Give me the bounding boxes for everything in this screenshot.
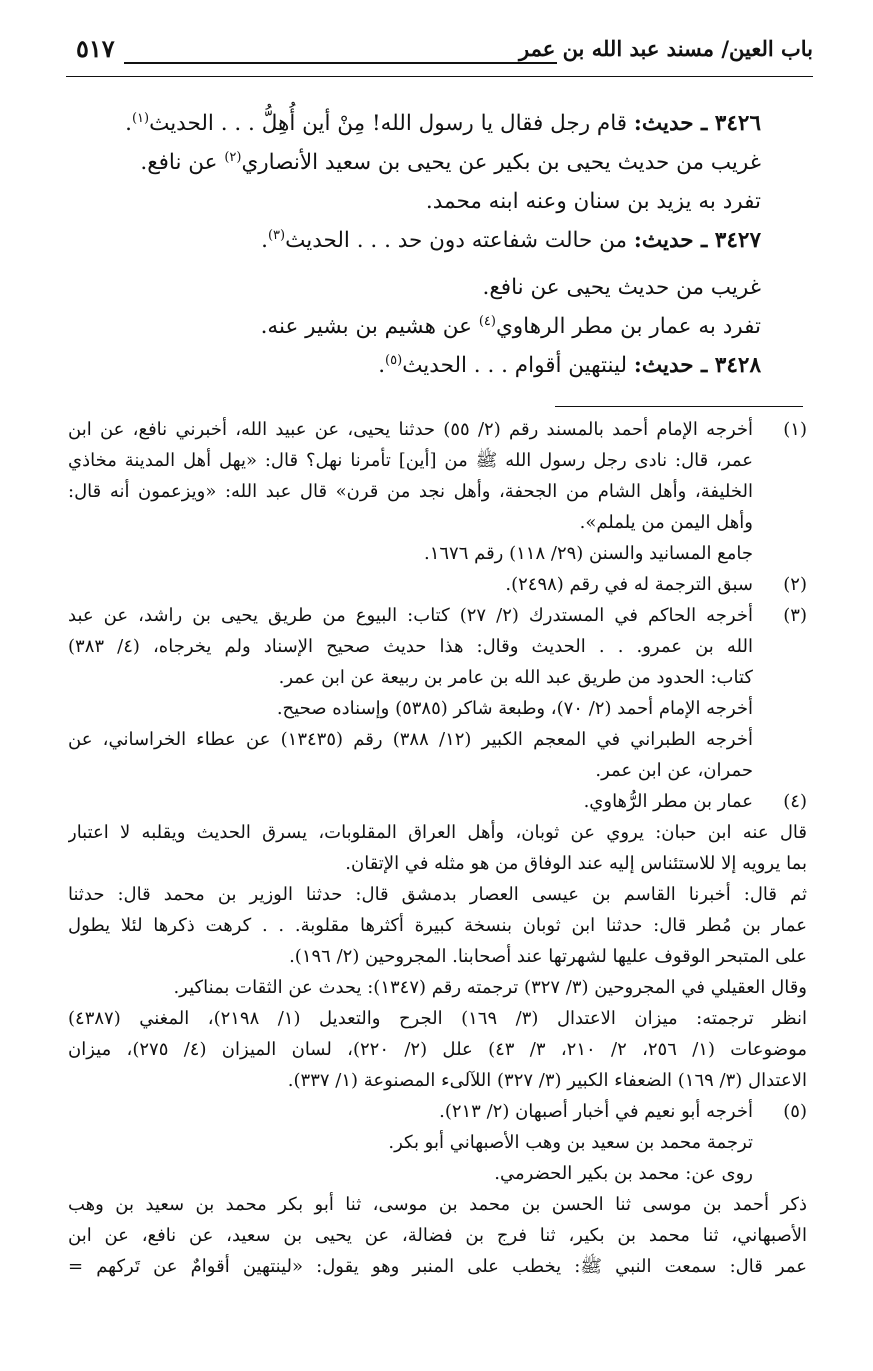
hadith-number: ٣٤٢٧ ـ حديث: (633, 228, 761, 253)
footnote-line: حمران، عن ابن عمر. (595, 760, 753, 781)
footnote-number: (٣) (783, 605, 807, 626)
footnote-line: الاعتدال (٣/ ١٦٩) الضعفاء الكبير (٣/ ٣٢٧) اللآلىء المصنوعة (١/ ٣٣٧). (287, 1070, 807, 1091)
footnote (68, 414, 807, 569)
main-text: غريب من حديث يحيى بن بكير عن يحيى بن سعيد الأنصاري (241, 150, 761, 175)
footnote-separator (555, 406, 803, 407)
footnote-line: الخليفة، وأهل الشام من الجحفة، وأهل نجد من قرن» قال عبد الله: «ويزعمون أنه قال: (68, 481, 753, 502)
footnote-line: سبق الترجمة له في رقم (٢٤٩٨). (505, 574, 753, 595)
main-line (78, 143, 761, 182)
footnote-line: عمار بن مطر الرُّهاوي. (583, 791, 753, 812)
footnote-line: جامع المسانيد والسنن (٢٩/ ١١٨) رقم ١٦٧٦. (423, 543, 753, 564)
footnote-line: وقال العقيلي في المجروحين (٣/ ٣٢٧) ترجمته رقم (١٣٤٧): يحدث عن الثقات بمناكير. (173, 977, 807, 998)
footnote-line: موضوعات (١/ ٢٥٦، ٢/ ٢١٠، ٣/ ٤٣) علل (٢/ ٢٢٠)، لسان الميزان (٤/ ٢٧٥)، ميزان (68, 1039, 807, 1060)
footnote-line: كتاب: الحدود من طريق عبد الله بن عامر بن ربيعة عن ابن عمر. (278, 667, 753, 688)
footnote-line: قال عنه ابن حبان: يروي عن ثوبان، وأهل العراق المقلوبات، يسرق الحديث ويقلبه لا اعتبار (68, 822, 807, 843)
main-text: من حالت شفاعته دون حد . . . الحديث (285, 228, 634, 253)
footnote (68, 569, 807, 600)
footnote-line: الأصبهاني، ثنا محمد بن بكير، ثنا فرج بن فضالة، عن يحيى بن سعيد، عن نافع، عن ابن (68, 1225, 807, 1246)
main-text: غريب من حديث يحيى عن نافع. (482, 275, 761, 300)
footnote-line: عمار بن مُطر قال: حدثنا ابن ثوبان بنسخة كبيرة أكثرها مقلوبة. . . كرهت ذكرها لئلا يطول (68, 915, 807, 936)
footnotes (68, 414, 807, 1282)
main-text-tail: . (261, 228, 268, 253)
footnote-line: الله بن عمرو. . . الحديث وقال: هذا حديث صحيح الإسناد ولم يخرجاه، (٤/ ٣٨٣) (68, 636, 753, 657)
main-line (78, 104, 761, 143)
main-text: قام رجل فقال يا رسول الله! مِنْ أين أُهِلُّ . . . الحديث (149, 111, 634, 136)
paragraph-gap (78, 260, 761, 268)
header-rule (124, 62, 557, 64)
footnote-ref: (٥) (385, 352, 403, 368)
main-line (78, 182, 761, 221)
main-text (78, 104, 761, 385)
hadith-number: ٣٤٢٦ ـ حديث: (633, 111, 761, 136)
footnote (68, 600, 807, 786)
footnote-ref: (١) (131, 110, 150, 126)
footnote-line: بما يرويه إلا للاستئناس إليه عند الوفاق من هو مثله في الإتقان. (345, 853, 807, 874)
footnote (68, 1096, 807, 1282)
main-text-tail: عن هشيم بن بشير عنه. (260, 314, 479, 339)
footnote-line: انظر ترجمته: ميزان الاعتدال (٣/ ١٦٩) الجرح والتعديل (١/ ٢١٩٨)، المغني (٤٣٨٧) (68, 1008, 807, 1029)
footnote-line: وأهل اليمن من يلملم». (579, 512, 753, 533)
footnote-line: أخرجه أبو نعيم في أخبار أصبهان (٢/ ٢١٣). (439, 1101, 753, 1122)
footnote-number: (٢) (783, 574, 807, 595)
footnote-line: عمر، قال: نادى رجل رسول الله ﷺ من [أين] تأمرنا نهل؟ قال: «يهل أهل المدينة مخاذي (68, 450, 753, 471)
running-header (68, 34, 813, 74)
hadith-number: ٣٤٢٨ ـ حديث: (633, 353, 761, 378)
footnote-line: روى عن: محمد بن بكير الحضرمي. (494, 1163, 753, 1184)
main-text-tail: . (125, 111, 132, 136)
page-number: ٥١٧ (76, 34, 115, 63)
main-text-tail: عن نافع. (140, 150, 225, 175)
footnote-line: ثم قال: أخبرنا القاسم بن عيسى العصار بدمشق قال: حدثنا الوزير بن محمد قال: حدثنا (68, 884, 807, 905)
main-line (78, 268, 761, 307)
footnote-ref: (٢) (224, 149, 242, 165)
main-text-tail: . (378, 353, 386, 378)
footnote-line: ذكر أحمد بن موسى ثنا الحسن بن محمد بن موسى، ثنا أبو بكر محمد بن سعيد بن وهب (68, 1194, 807, 1215)
main-text: تفرد به يزيد بن سنان وعنه ابنه محمد. (425, 189, 761, 214)
main-line (78, 346, 761, 385)
main-line (78, 221, 761, 260)
footnote-ref: (٤) (478, 313, 496, 329)
footnote-line: أخرجه الإمام أحمد (٢/ ٧٠)، وطبعة شاكر (٥٣٨٥) وإسناده صحيح. (276, 698, 753, 719)
footnote-line: أخرجه الطبراني في المعجم الكبير (١٢/ ٣٨٨) رقم (١٣٤٣٥) عن عطاء الخراساني، عن (68, 729, 753, 750)
footnote (68, 786, 807, 1096)
footnote-line: أخرجه الإمام أحمد بالمسند رقم (٢/ ٥٥) حدثنا يحيى، عن عبيد الله، أخبرني نافع، عن ابن (68, 419, 753, 440)
main-text: لينتهين أقوام . . . الحديث (402, 353, 634, 378)
footnote-line: على المتبحر الوقوف عليها لشهرتها عند أصحابنا. المجروحين (٢/ ١٩٦). (289, 946, 807, 967)
footnote-number: (٤) (783, 791, 807, 812)
main-text: تفرد به عمار بن مطر الرهاوي (495, 314, 761, 339)
footnote-line: أخرجه الحاكم في المستدرك (٢/ ٢٧) كتاب: البيوع من طريق يحيى بن راشد، عن عبد (68, 605, 753, 626)
footnote-number: (١) (783, 419, 807, 440)
footnote-ref: (٣) (267, 227, 286, 243)
footnote-number: (٥) (783, 1101, 807, 1122)
running-title: باب العين/ مسند عبد الله بن عمر (519, 36, 813, 61)
header-underline (66, 76, 813, 77)
footnote-line: عمر قال: سمعت النبي ﷺ: يخطب على المنبر وهو يقول: «لينتهين أقوامٌ عن تَركهم = (68, 1256, 807, 1277)
footnote-line: ترجمة محمد بن سعيد بن وهب الأصبهاني أبو بكر. (388, 1132, 753, 1153)
main-line (78, 307, 761, 346)
